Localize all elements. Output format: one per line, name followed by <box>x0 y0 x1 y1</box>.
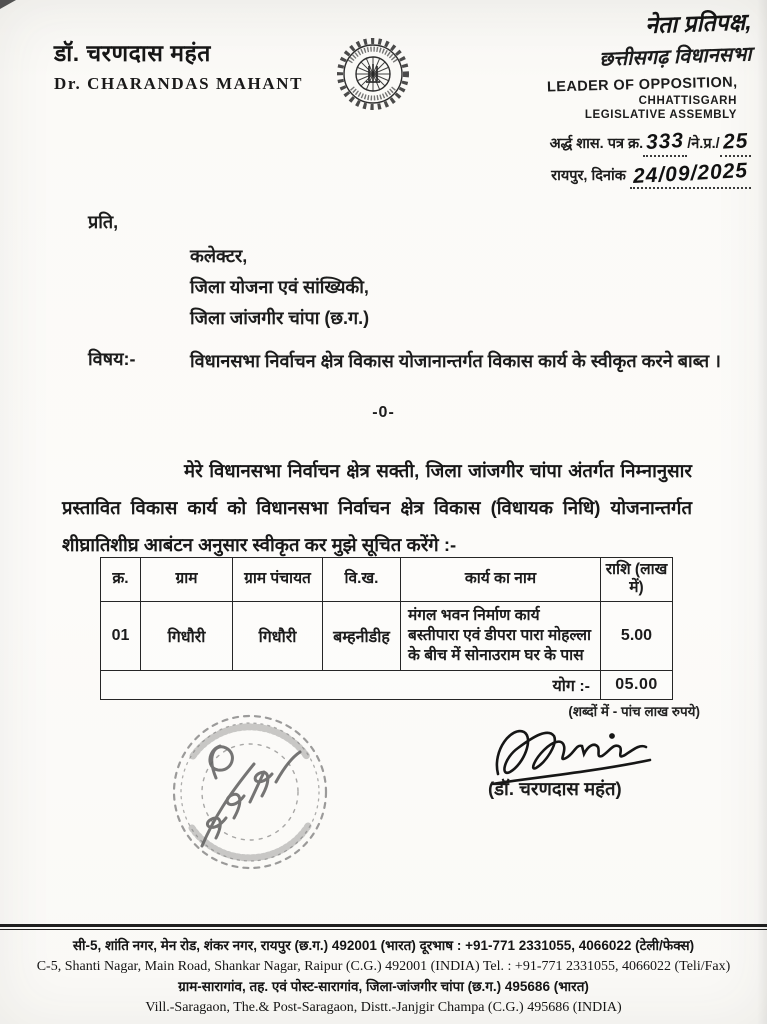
subject-label: विषय:- <box>88 349 136 369</box>
signature-block <box>488 720 688 801</box>
state-name-english: CHHATTISGARH <box>638 95 737 107</box>
cell-gram-panchayat: गिधौरी <box>233 601 323 670</box>
col-block: वि.ख. <box>323 558 401 602</box>
cell-serial: 01 <box>101 601 141 670</box>
assembly-name-english: LEGISLATIVE ASSEMBLY <box>584 109 737 121</box>
table-header-row <box>101 558 673 602</box>
subject-text: विधानसभा निर्वाचन क्षेत्र विकास योजानान्तर्गत विकास कार्य के स्वीकृत करने बाब्त । <box>190 351 721 371</box>
sender-name-hindi: डॉ. चरणदास महंत <box>54 40 211 66</box>
salutation: प्रति, <box>88 212 119 232</box>
table-total-row <box>101 670 673 699</box>
section-separator: -0- <box>372 404 395 421</box>
date-line <box>547 159 751 189</box>
reference-label: अर्द्ध शास. पत्र क्र. <box>549 136 644 152</box>
col-serial: क्र. <box>101 558 141 602</box>
scan-corner-artifact <box>0 0 16 9</box>
date-label: रायपुर, दिनांक <box>551 168 626 184</box>
sender-block <box>54 36 303 94</box>
footer-address-english-raipur: C-5, Shanti Nagar, Main Road, Shankar Nagar, Raipur (C.G.) 492001 (INDIA) Tel. : +91-771 2331055, 4066022 (Teli/Fax) <box>36 959 731 974</box>
office-title-hindi: नेता प्रतिपक्ष, <box>644 8 752 39</box>
col-work-name: कार्य का नाम <box>401 558 601 602</box>
footer <box>0 936 767 1018</box>
table-row <box>101 601 673 670</box>
addressee-line: कलेक्टर, <box>190 246 248 266</box>
col-gram-panchayat: ग्राम पंचायत <box>233 558 323 602</box>
sender-name-english: Dr. CHARANDAS MAHANT <box>54 74 304 93</box>
assembly-name-hindi: छत्तीसगढ़ विधानसभा <box>598 43 752 71</box>
total-label: योग :- <box>101 670 601 699</box>
footer-rule <box>0 924 767 930</box>
date-value-handwritten: 24/09/2025 <box>632 159 749 188</box>
amount-in-words: (शब्दों में - पांच लाख रुपये) <box>568 704 700 719</box>
works-table <box>100 557 673 700</box>
body-paragraph: मेरे विधानसभा निर्वाचन क्षेत्र सक्ती, जिला जांजगीर चांपा अंतर्गत निम्नानुसार प्रस्तावित विकास कार्य को विधानसभा निर्वाचन क्षेत्र विकास (विधायक निधि) योजनान्तर्गत शीघ्रातिशीघ्र आबंटन अनुसार स्वीकृत कर मुझे सूचित करेंगे :- <box>62 460 692 555</box>
total-value: 05.00 <box>601 670 673 699</box>
footer-address-hindi-raipur: सी-5, शांति नगर, मेन रोड, शंकर नगर, रायपुर (छ.ग.) 492001 (भारत) दूरभाष : +91-771 2331055, 4066022 (टेली/फेक्स) <box>72 938 695 953</box>
footer-address-english-saragaon: Vill.-Saragaon, The.& Post-Saragaon, Distt.-Janjgir Champa (C.G.) 495686 (INDIA) <box>145 1000 622 1015</box>
col-amount: राशि (लाख में) <box>601 558 673 602</box>
cell-work-name: मंगल भवन निर्माण कार्य बस्तीपारा एवं डीपरा पारा मोहल्ला के बीच में सोनाउराम घर के पास <box>401 601 601 670</box>
office-block <box>547 8 751 189</box>
reference-suffix: /ने.प्र./ <box>687 136 720 152</box>
cell-amount: 5.00 <box>601 601 673 670</box>
addressee-block <box>190 241 369 334</box>
footer-address-hindi-saragaon: ग्राम-सारागांव, तह. एवं पोस्ट-सारागांव, जिला-जांजगीर चांपा (छ.ग.) 495686 (भारत) <box>178 979 589 994</box>
addressee-line: जिला जांजगीर चांपा (छ.ग.) <box>190 308 370 328</box>
office-title-english: LEADER OF OPPOSITION, <box>546 74 738 96</box>
reference-number-handwritten: 333 <box>645 129 685 154</box>
round-stamp <box>158 706 338 882</box>
reference-line <box>547 130 751 157</box>
col-village: ग्राम <box>141 558 233 602</box>
cell-block: बम्हनीडीह <box>323 601 401 670</box>
addressee-line: जिला योजना एवं सांख्यिकी, <box>190 277 369 297</box>
assembly-emblem-icon <box>336 26 410 122</box>
cell-village: गिधौरी <box>141 601 233 670</box>
reference-year-handwritten: 25 <box>722 129 749 154</box>
scan-edge-shade <box>757 0 767 1024</box>
signatory-name: (डॉ. चरणदास महंत) <box>488 778 622 799</box>
